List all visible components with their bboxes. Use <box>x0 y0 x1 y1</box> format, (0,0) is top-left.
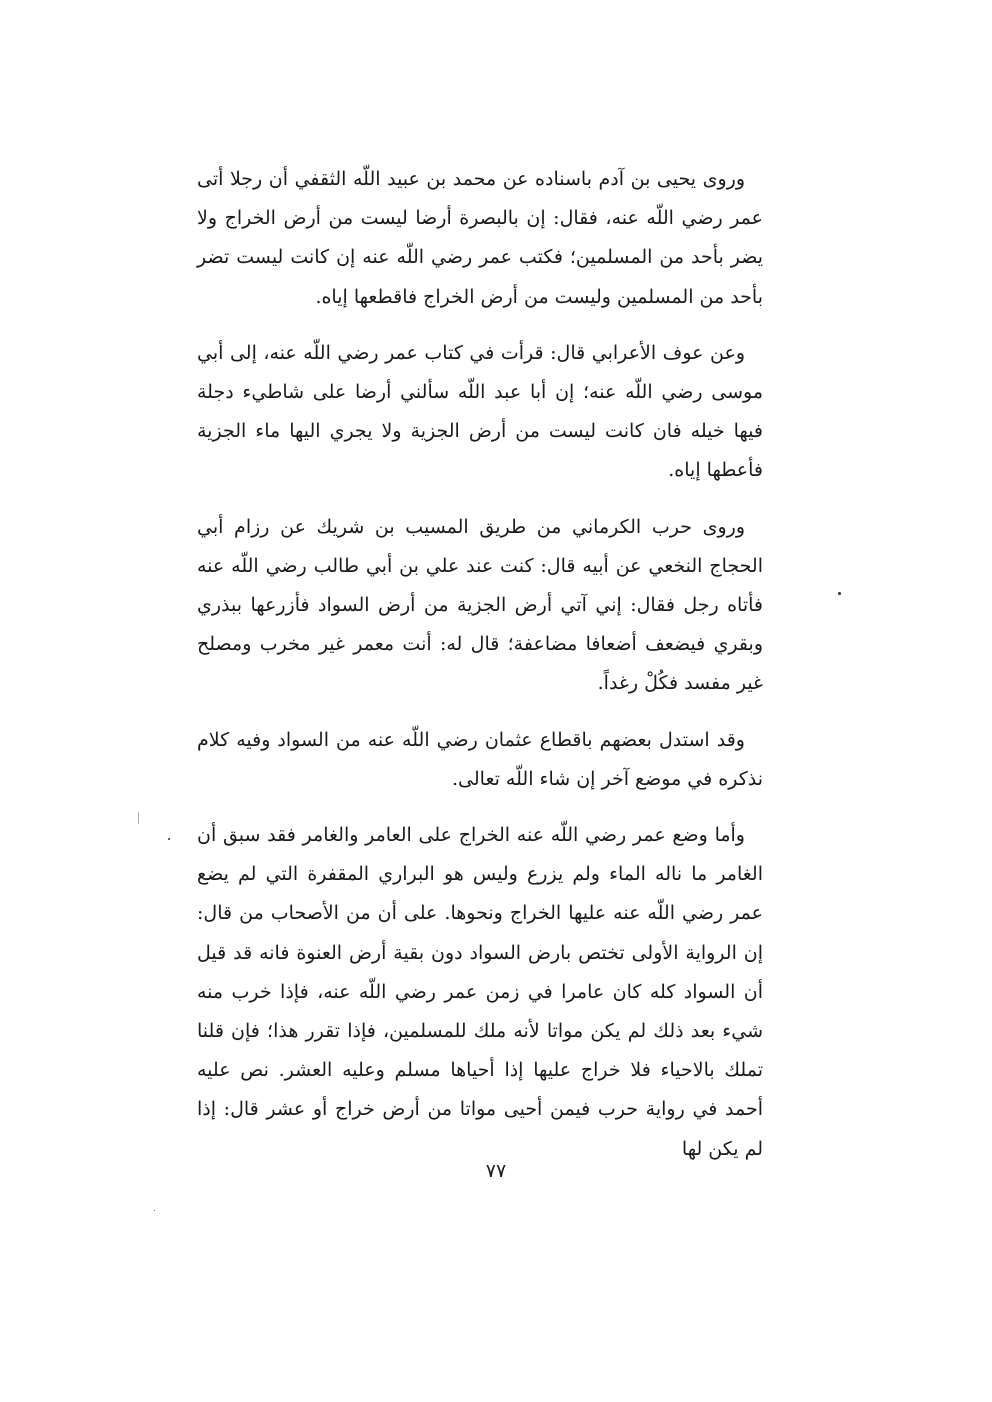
paragraph-1: وروى يحيى بن آدم باسناده عن محمد بن عبيد اللّه الثقفي أن رجلا أتى عمر رضي اللّه عنه، فقال: إن بالبصرة أرضا ليست من أرض الخراج ولا يضر بأحد من المسلمين؛ فكتب عمر رضي اللّه عنه إن كانت ليست تضر بأحد من المسلمين وليست من أرض الخراج فاقطعها إياه. <box>197 168 763 308</box>
main-text-block <box>197 160 763 1186</box>
paragraph-5: وأما وضع عمر رضي اللّه عنه الخراج على العامر والغامر فقد سبق أن الغامر ما ناله الماء ولم يزرع وليس هو البراري المقفرة التي لم يضع عمر رضي اللّه عنه عليها الخراج ونحوها. على أن من الأصحاب من قال: إن الرواية الأولى تختص بارض السواد دون بقية أرض العنوة فانه قد قيل أن السواد كله كان عامرا في زمن عمر رضي اللّه عنه، فإذا خرب منه شيء بعد ذلك لم يكن مواتا لأنه ملك للمسلمين، فإذا تقرر هذا؛ فإن قلنا تملك بالاحياء فلا خراج عليها إذا أحياها مسلم وعليه العشر. نص عليه أحمد في رواية حرب فيمن أحيى مواتا من أرض خراج أو عشر قال: إذا لم يكن لها <box>197 824 763 1160</box>
paragraph-4: وقد استدل بعضهم باقطاع عثمان رضي اللّه عنه من السواد وفيه كلام نذكره في موضع آخر إن شاء اللّه تعالى. <box>197 728 763 790</box>
scan-speck <box>138 812 139 824</box>
paragraph-3: وروى حرب الكرماني من طريق المسيب بن شريك عن رزام أبي الحجاج النخعي عن أبيه قال: كنت عند علي بن أبي طالب رضي اللّه عنه فأتاه رجل فقال: إني آتي أرض الجزية من أرض السواد فأزرعها ببذري وبقري فيضعف أضعافا مضاعفة؛ قال له: أنت معمر غير مخرب ومصلح غير مفسد فكُلْ رغداً. <box>197 515 763 695</box>
page-number: ٧٧ <box>485 1160 507 1182</box>
scan-speck <box>838 592 841 595</box>
scan-speck <box>154 1210 155 1211</box>
paragraph-2: وعن عوف الأعرابي قال: قرأت في كتاب عمر رضي اللّه عنه، إلى أبي موسى رضي اللّه عنه؛ إن أبا عبد اللّه سألني أرضا على شاطيء دجلة فيها خيله فان كانت ليست من أرض الجزية ولا يجري اليها ماء الجزية فأعطها إياه. <box>197 341 763 482</box>
scan-speck <box>168 838 170 840</box>
